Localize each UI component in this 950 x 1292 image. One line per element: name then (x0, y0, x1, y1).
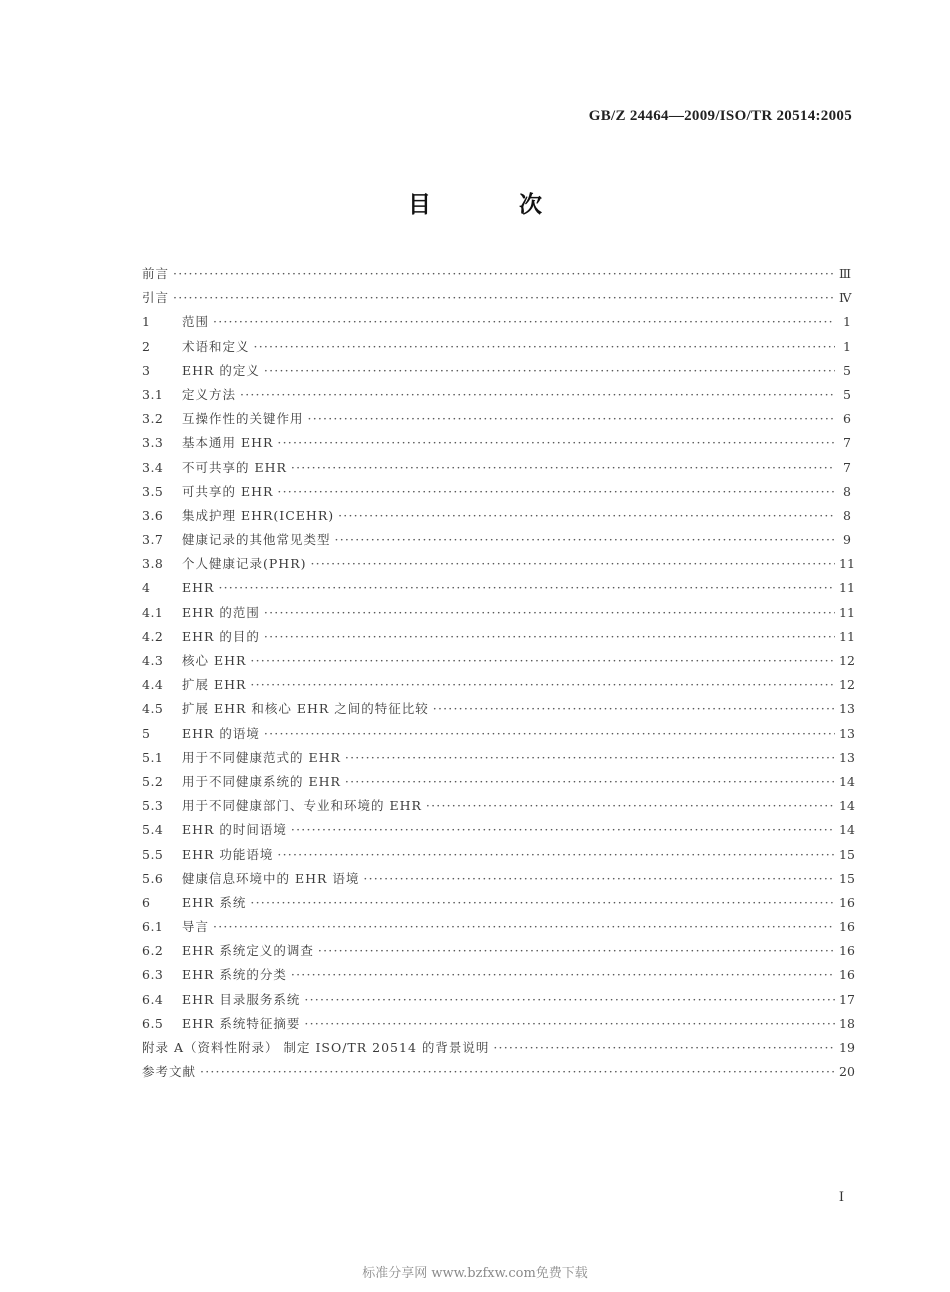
toc-entry[interactable] (142, 746, 855, 770)
toc-entry-number: 4.2 (142, 628, 164, 644)
toc-dot-leader (173, 286, 835, 310)
toc-entry-page: 8 (843, 507, 851, 523)
toc-entry[interactable] (142, 552, 855, 576)
toc-entry[interactable] (142, 456, 851, 480)
toc-entry[interactable] (142, 963, 855, 987)
toc-entry-title: 附录 A（资料性附录） 制定 ISO/TR 20514 的背景说明 (142, 1040, 490, 1055)
toc-dot-leader (264, 359, 835, 383)
toc-entry-page: 5 (843, 362, 851, 378)
toc-entry-page: 7 (843, 435, 851, 451)
toc-entry-title: 健康记录的其他常见类型 (182, 532, 331, 548)
toc-dot-leader (173, 262, 835, 286)
toc-entry-number: 3.2 (142, 411, 164, 427)
toc-entry-page: 14 (839, 822, 855, 838)
toc-entry-number: 3.3 (142, 435, 164, 451)
toc-entry[interactable] (142, 1012, 855, 1036)
toc-entry-title: EHR 系统特征摘要 (182, 1015, 301, 1031)
toc-entry-number: 4.5 (142, 701, 164, 717)
toc-dot-leader (218, 576, 835, 600)
toc-entry-title: EHR 目录服务系统 (182, 991, 301, 1007)
toc-entry-number: 6 (142, 894, 151, 910)
toc-entry-page: 13 (839, 701, 855, 717)
toc-dot-leader (433, 697, 835, 721)
toc-entry-title: 用于不同健康范式的 EHR (182, 749, 341, 765)
toc-dot-leader (213, 915, 835, 939)
toc-entry-number: 5.4 (142, 822, 164, 838)
toc-dot-leader (200, 1060, 835, 1084)
toc-entry-number: 6.1 (142, 919, 164, 935)
toc-entry[interactable] (142, 697, 855, 721)
toc-entry-page: Ⅳ (839, 290, 852, 306)
toc-dot-leader (426, 794, 835, 818)
toc-entry-page: 16 (839, 894, 855, 910)
toc-entry-title: EHR 的定义 (182, 362, 260, 378)
toc-entry-title: EHR 的时间语境 (182, 822, 287, 838)
toc-entry-page: 16 (839, 919, 855, 935)
toc-entry-number: 4.1 (142, 604, 164, 620)
toc-entry[interactable] (142, 722, 855, 746)
toc-entry[interactable] (142, 528, 851, 552)
toc-entry[interactable] (142, 770, 855, 794)
toc-entry-title: 核心 EHR (182, 653, 247, 668)
toc-entry-title: 用于不同健康系统的 EHR (182, 773, 341, 789)
toc-entry-number: 5.5 (142, 846, 164, 862)
toc-dot-leader (250, 649, 835, 673)
toc-entry-title: 不可共享的 EHR (182, 459, 287, 475)
toc-entry-title: EHR (182, 580, 215, 596)
toc-entry-title: 基本通用 EHR (182, 435, 274, 451)
standard-number: GB/Z 24464—2009/ISO/TR 20514:2005 (588, 108, 852, 124)
footer-watermark-text: 标准分享网 www.bzfxw.com免费下载 (362, 1266, 588, 1281)
toc-entry-page: 1 (843, 314, 851, 330)
toc-dot-leader (493, 1036, 835, 1060)
toc-entry-page: 15 (839, 846, 855, 862)
toc-entry-title: 扩展 EHR (182, 677, 247, 693)
table-of-contents (142, 262, 855, 1084)
toc-entry-number: 3.7 (142, 532, 164, 548)
toc-dot-leader (264, 625, 835, 649)
toc-entry-number: 5.2 (142, 773, 164, 789)
toc-dot-leader (363, 867, 835, 891)
toc-entry-title: 导言 (182, 919, 210, 935)
toc-entry-page: 7 (843, 459, 851, 475)
toc-entry-number: 1 (142, 314, 151, 330)
toc-entry-title: 健康信息环境中的 EHR 语境 (182, 870, 360, 886)
toc-entry-page: 9 (843, 532, 851, 548)
toc-entry-number: 3 (142, 362, 151, 378)
toc-dot-leader (254, 335, 835, 359)
toc-entry-number: 6.4 (142, 991, 164, 1007)
toc-entry[interactable] (142, 818, 855, 842)
toc-entry[interactable] (142, 867, 855, 891)
toc-entry-page: 13 (839, 749, 855, 765)
toc-entry[interactable] (142, 1060, 855, 1084)
toc-entry[interactable] (142, 1036, 855, 1060)
toc-entry[interactable] (142, 794, 855, 818)
toc-dot-leader (338, 504, 835, 528)
toc-entry-number: 4.4 (142, 677, 164, 693)
toc-dot-leader (240, 383, 835, 407)
toc-entry[interactable] (142, 504, 851, 528)
toc-entry-title: 集成护理 EHR(ICEHR) (182, 507, 335, 523)
toc-dot-leader (308, 407, 835, 431)
toc-entry-title: 用于不同健康部门、专业和环境的 EHR (182, 798, 422, 814)
toc-entry-number: 5.1 (142, 749, 164, 765)
toc-entry-page: 11 (839, 580, 855, 596)
toc-entry-number: 4.3 (142, 653, 164, 668)
toc-dot-leader (345, 746, 835, 770)
toc-dot-leader (250, 891, 835, 915)
page-title: 目 次 (407, 191, 582, 218)
toc-entry-title: 范围 (182, 314, 210, 330)
toc-entry-page: 5 (843, 386, 851, 402)
toc-dot-leader (304, 988, 835, 1012)
toc-dot-leader (264, 601, 835, 625)
toc-entry-title: 引言 (142, 290, 170, 306)
toc-entry[interactable] (142, 939, 855, 963)
toc-entry[interactable] (142, 625, 855, 649)
toc-entry[interactable] (142, 891, 855, 915)
toc-entry-page: 16 (839, 943, 855, 959)
toc-entry-page: 16 (839, 967, 855, 983)
toc-entry[interactable] (142, 601, 855, 625)
toc-entry-number: 3.4 (142, 459, 164, 475)
toc-dot-leader (291, 456, 835, 480)
toc-entry-title: EHR 系统 (182, 894, 247, 910)
toc-entry-number: 5 (142, 725, 151, 741)
toc-entry-title: 个人健康记录(PHR) (182, 556, 307, 572)
toc-entry[interactable] (142, 310, 851, 334)
toc-dot-leader (318, 939, 835, 963)
toc-entry-title: 定义方法 (182, 386, 237, 402)
toc-entry-page: 12 (839, 653, 855, 668)
toc-dot-leader (277, 480, 835, 504)
toc-dot-leader (277, 431, 835, 455)
page-number: Ⅰ (838, 1190, 844, 1205)
toc-entry-page: 13 (839, 725, 855, 741)
toc-entry-page: 11 (839, 604, 855, 620)
toc-dot-leader (264, 722, 835, 746)
toc-entry-number: 3.5 (142, 483, 164, 499)
toc-entry[interactable] (142, 673, 855, 697)
toc-dot-leader (213, 310, 835, 334)
toc-entry-title: 互操作性的关键作用 (182, 411, 304, 427)
toc-entry-title: EHR 系统定义的调查 (182, 943, 314, 959)
toc-entry-title: EHR 系统的分类 (182, 967, 287, 983)
toc-dot-leader (304, 1012, 835, 1036)
toc-entry-page: 20 (839, 1064, 855, 1080)
toc-entry-page: 14 (839, 773, 855, 789)
toc-dot-leader (250, 673, 835, 697)
toc-entry[interactable] (142, 407, 851, 431)
toc-entry-page: 15 (839, 870, 855, 886)
toc-entry-number: 6.3 (142, 967, 164, 983)
toc-entry-page: 1 (843, 338, 851, 354)
toc-entry-page: 6 (843, 411, 851, 427)
toc-entry[interactable] (142, 649, 855, 673)
toc-entry[interactable] (142, 988, 855, 1012)
toc-entry-title: EHR 的目的 (182, 628, 260, 644)
toc-entry[interactable] (142, 286, 851, 310)
toc-entry-page: Ⅲ (839, 266, 852, 281)
toc-entry-page: 11 (839, 628, 855, 644)
toc-entry[interactable] (142, 915, 855, 939)
toc-entry-page: 12 (839, 677, 855, 693)
toc-entry-page: 8 (843, 483, 851, 499)
toc-entry-title: 可共享的 EHR (182, 483, 274, 499)
toc-entry-title: EHR 的语境 (182, 725, 260, 741)
toc-entry-number: 4 (142, 580, 151, 596)
toc-entry-page: 14 (839, 798, 855, 814)
toc-dot-leader (277, 843, 835, 867)
toc-entry-title: 前言 (142, 266, 170, 281)
toc-entry[interactable] (142, 383, 851, 407)
toc-entry-title: 扩展 EHR 和核心 EHR 之间的特征比较 (182, 701, 429, 717)
toc-dot-leader (291, 963, 835, 987)
toc-dot-leader (291, 818, 835, 842)
toc-entry-page: 17 (839, 991, 855, 1007)
toc-entry-number: 5.6 (142, 870, 164, 886)
toc-entry-number: 6.5 (142, 1015, 164, 1031)
toc-dot-leader (345, 770, 835, 794)
toc-entry[interactable] (142, 335, 851, 359)
toc-entry[interactable] (142, 843, 855, 867)
toc-entry[interactable] (142, 576, 855, 600)
toc-entry-page: 19 (839, 1040, 855, 1055)
toc-dot-leader (335, 528, 835, 552)
toc-entry-title: 参考文献 (142, 1064, 197, 1080)
toc-entry-page: 11 (839, 556, 855, 572)
toc-entry[interactable] (142, 431, 851, 455)
toc-entry-number: 3.6 (142, 507, 164, 523)
toc-entry[interactable] (142, 262, 851, 286)
toc-entry-number: 6.2 (142, 943, 164, 959)
toc-entry[interactable] (142, 480, 851, 504)
toc-entry-number: 5.3 (142, 798, 164, 814)
toc-entry-title: EHR 功能语境 (182, 846, 274, 862)
toc-dot-leader (310, 552, 835, 576)
toc-entry-title: 术语和定义 (182, 338, 250, 354)
toc-entry-number: 2 (142, 338, 151, 354)
toc-entry-number: 3.1 (142, 386, 164, 402)
toc-entry-page: 18 (839, 1015, 855, 1031)
toc-entry-number: 3.8 (142, 556, 164, 572)
toc-entry-title: EHR 的范围 (182, 604, 260, 620)
toc-entry[interactable] (142, 359, 851, 383)
